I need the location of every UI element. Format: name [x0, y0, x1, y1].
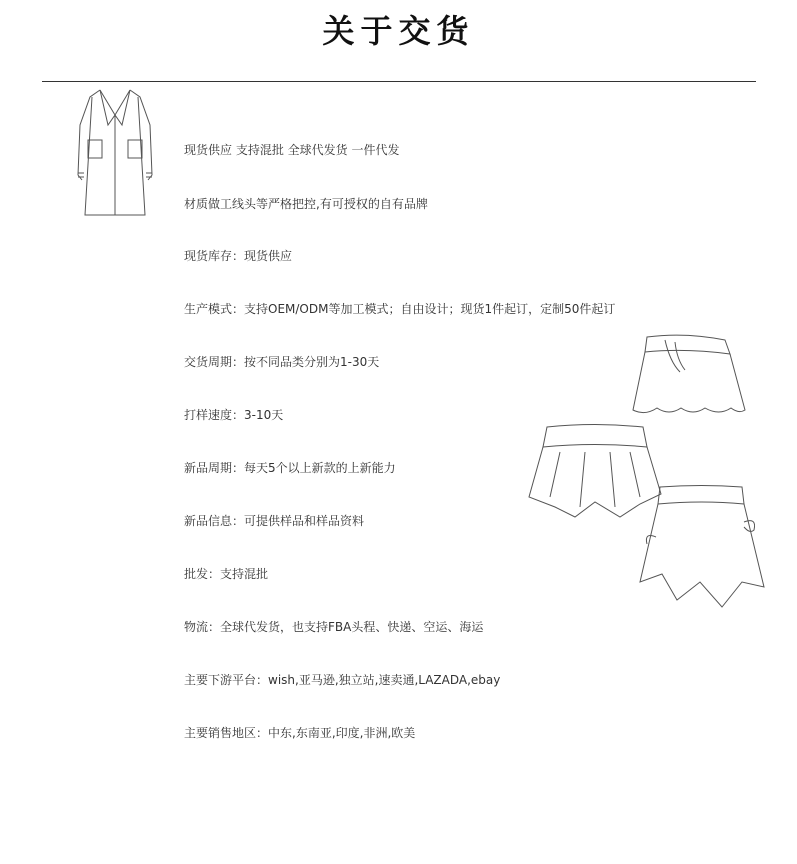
- info-line: 主要下游平台：wish,亚马逊,独立站,速卖通,LAZADA,ebay: [184, 673, 501, 687]
- info-line: 交货周期：按不同品类分别为1-30天: [184, 355, 380, 369]
- info-line: 批发：支持混批: [184, 567, 269, 581]
- info-line: 主要销售地区：中东,东南亚,印度,非洲,欧美: [184, 726, 416, 740]
- page-title: 关于交货: [322, 12, 475, 50]
- info-line: 材质做工线头等严格把控,有可授权的自有品牌: [184, 197, 428, 211]
- info-line: 新品信息：可提供样品和样品资料: [184, 514, 365, 528]
- coat-sketch: [70, 85, 160, 225]
- skirt-sketch-1: [625, 332, 750, 420]
- info-line: 打样速度：3-10天: [184, 408, 284, 422]
- info-line: 新品周期：每天5个以上新款的上新能力: [184, 461, 396, 475]
- info-line: 现货供应 支持混批 全球代发货 一件代发: [184, 143, 400, 157]
- info-line: 现货库存：现货供应: [184, 249, 293, 263]
- skirt-sketch-3: [632, 482, 772, 612]
- divider: [42, 81, 756, 82]
- info-line: 生产模式：支持OEM/ODM等加工模式；自由设计；现货1件起订，定制50件起订: [184, 302, 616, 316]
- info-line: 物流：全球代发货，也支持FBA头程、快递、空运、海运: [184, 620, 484, 634]
